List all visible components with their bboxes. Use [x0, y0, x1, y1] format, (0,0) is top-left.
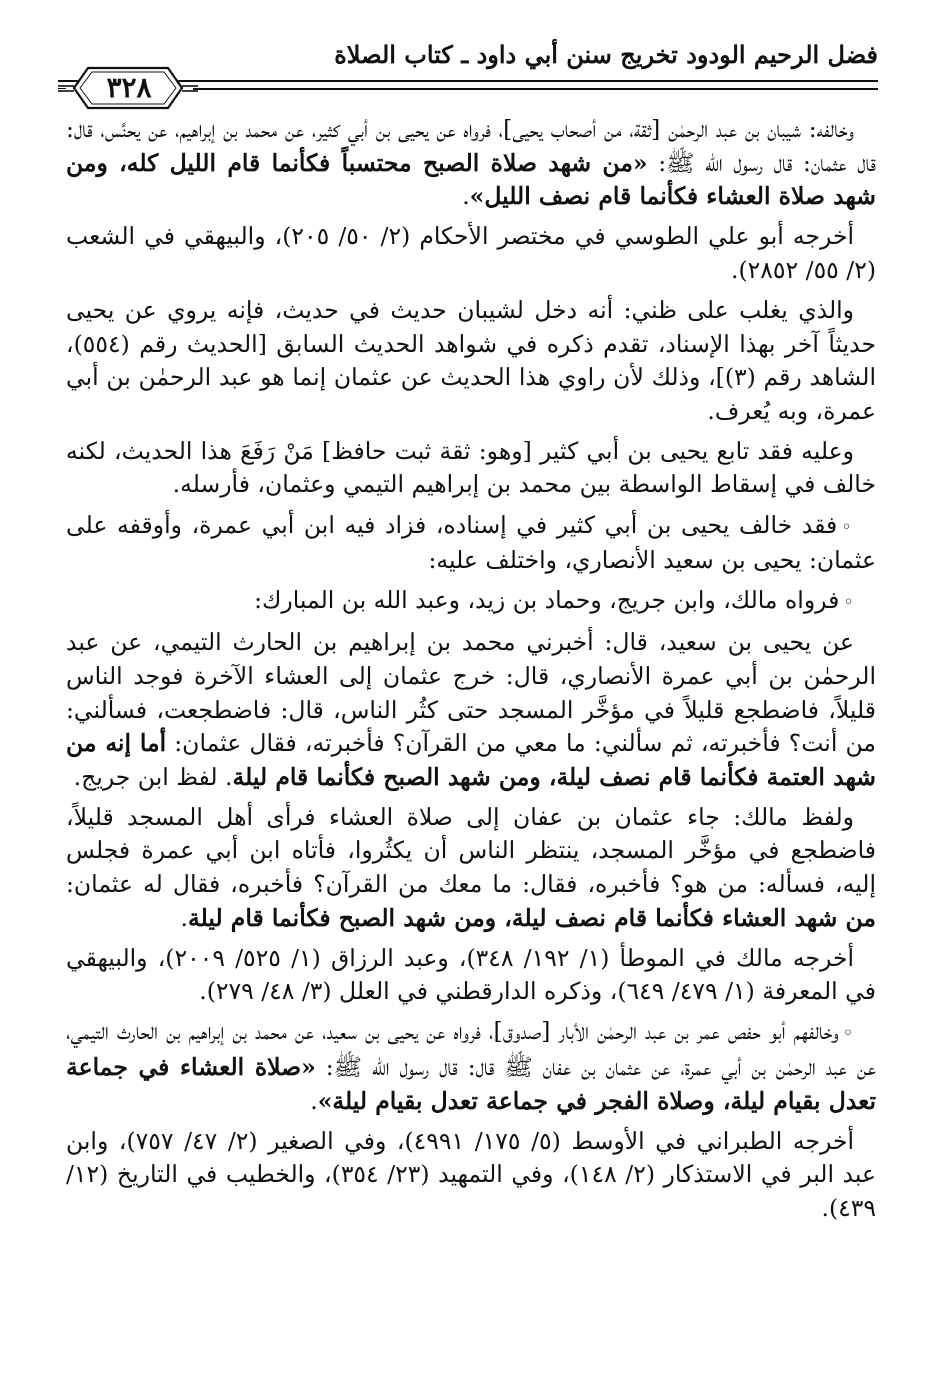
- running-title: فضل الرحيم الودود تخريج سنن أبي داود ـ كتاب الصلاة: [334, 40, 878, 69]
- text-segment: .: [462, 182, 470, 211]
- paragraph: [66, 801, 876, 935]
- quoted-text: أما إنه من شهد العتمة فكأنما قام نصف ليلة، ومن شهد الصبح فكأنما قام ليلة: [66, 729, 876, 791]
- text-segment: ولفظ مالك: جاء عثمان بن عفان إلى صلاة العشاء فرأى أهل المسجد قليلاً، فاضطجع في مؤخَّر المسجد، ينتظر الناس أن يكثُروا، فأتاه ابن أبي عمرة فجلس إليه، فسأله: من هو؟ فأخبره، فقال: ما معك من القرآن؟ فأخبره، فقال له عثمان:: [66, 802, 876, 898]
- text-segment: أخرجه مالك في الموطأ (١/ ١٩٢/ ٣٤٨)، وعبد الرزاق (١/ ٥٢٥/ ٢٠٠٩)، والبيهقي في المعرفة (١/ ٤٧٩/ ٦٤٩)، وذكره الدارقطني في العلل (٣/ ٤٨/ ٢٧٩).: [66, 943, 876, 1006]
- text-segment: .: [310, 1086, 318, 1115]
- text-segment: فقد خالف يحيى بن أبي كثير في إسناده، فزاد فيه ابن أبي عمرة، وأوقفه على عثمان: يحيى بن سعيد الأنصاري، واختلف عليه:: [66, 510, 876, 575]
- bullet-mark-icon: ◦: [842, 1023, 854, 1045]
- paragraph: [66, 294, 876, 428]
- quoted-text: «صلاة العشاء في جماعة تعدل بقيام ليلة، وصلاة الفجر في جماعة تعدل بقيام ليلة»: [66, 1052, 876, 1115]
- text-segment: والذي يغلب على ظني: أنه دخل لشيبان حديث في حديث، فإنه يروي عن يحيى حديثاً آخر بهذا الإسناد، تقدم ذكره في شواهد الحديث السابق [الحديث رقم (٥٥٤)، الشاهد رقم (٣)]، وذلك لأن راوي هذا الحديث عن عثمان إنما هو عبد الرحمٰن بن أبي عمرة، وبه يُعرف.: [66, 295, 876, 425]
- text-segment: أخرجه أبو علي الطوسي في مختصر الأحكام (٢/ ٥٠/ ٢٠٥)، والبيهقي في الشعب (٢/ ٥٥/ ٢٨٥٢).: [66, 222, 876, 284]
- page-number-badge: [58, 66, 198, 110]
- page-body: [66, 113, 876, 1232]
- page-header: [58, 28, 878, 108]
- bullet-mark-icon: ◦: [843, 592, 854, 614]
- text-segment: .: [180, 903, 188, 932]
- text-segment: وخالفه: شيبان بن عبد الرحمٰن [ثقة، من أصحاب يحيى]، فرواه عن يحيى بن أبي كثير، عن محمد بن إبراهيم، عن يحنَّس، قال: قال عثمان: قال رسول الله ﷺ:: [66, 115, 876, 177]
- text-segment: أخرجه الطبراني في الأوسط (٥/ ١٧٥/ ٤٩٩١)، وفي الصغير (٢/ ٤٧/ ٧٥٧)، وابن عبد البر في الاستذكار (٢/ ١٤٨)، وفي التمهيد (٢٣/ ٣٥٤)، والخطيب في التاريخ (١٢/ ٤٣٩).: [66, 1126, 876, 1222]
- text-segment: فرواه مالك، وابن جريج، وحماد بن زيد، وعبد الله بن المبارك:: [254, 586, 840, 615]
- paragraph: [66, 435, 876, 502]
- text-segment: وخالفهم أبو حفص عمر بن عبد الرحمٰن الأبار [صدوق]، فرواه عن يحيى بن سعيد، عن محمد بن إبراهيم بن الحارث التيمي، عن عبد الرحمٰن بن أبي عمرة، عن عثمان بن عفان ﷺ قال: قال رسول الله ﷺ:: [66, 1017, 876, 1081]
- bullet-mark-icon: ◦: [841, 516, 854, 538]
- text-segment: عن يحيى بن سعيد، قال: أخبرني محمد بن إبراهيم بن الحارث التيمي، عن عبد الرحمٰن بن أبي عمرة الأنصاري، قال: خرج عثمان إلى العشاء الآخرة فوجد الناس قليلاً، فاضطجع قليلاً في مؤخَّر المسجد حتى كثُر الناس، قال: فاضطجعت، فسألني: من أنت؟ فأخبرته، ثم سألني: ما معي من القرآن؟ فأخبرته، فقال عثمان:: [66, 628, 876, 758]
- paragraph: [66, 626, 876, 794]
- quoted-text: من شهد العشاء فكأنما قام نصف ليلة، ومن شهد الصبح فكأنما قام ليلة: [187, 903, 876, 932]
- paragraph: [66, 584, 876, 620]
- paragraph: [66, 509, 876, 578]
- page-number: ٣٢٨: [106, 71, 152, 104]
- header-rule-lower: [193, 88, 878, 90]
- paragraph: [66, 220, 876, 287]
- text-segment: . لفظ ابن جريج.: [73, 762, 233, 791]
- paragraph: [66, 942, 876, 1009]
- paragraph: [66, 113, 876, 214]
- paragraph: [66, 1015, 876, 1118]
- paragraph: [66, 1125, 876, 1226]
- text-segment: وعليه فقد تابع يحيى بن أبي كثير [وهو: ثقة ثبت حافظ] مَنْ رَفَعَ هذا الحديث، لكنه خالف في إسقاط الواسطة بين محمد بن إبراهيم التيمي وعثمان، فأرسله.: [66, 436, 876, 499]
- quoted-text: «من شهد صلاة الصبح محتسباً فكأنما قام الليل كله، ومن شهد صلاة العشاء فكأنما قام نصف الليل»: [66, 148, 876, 211]
